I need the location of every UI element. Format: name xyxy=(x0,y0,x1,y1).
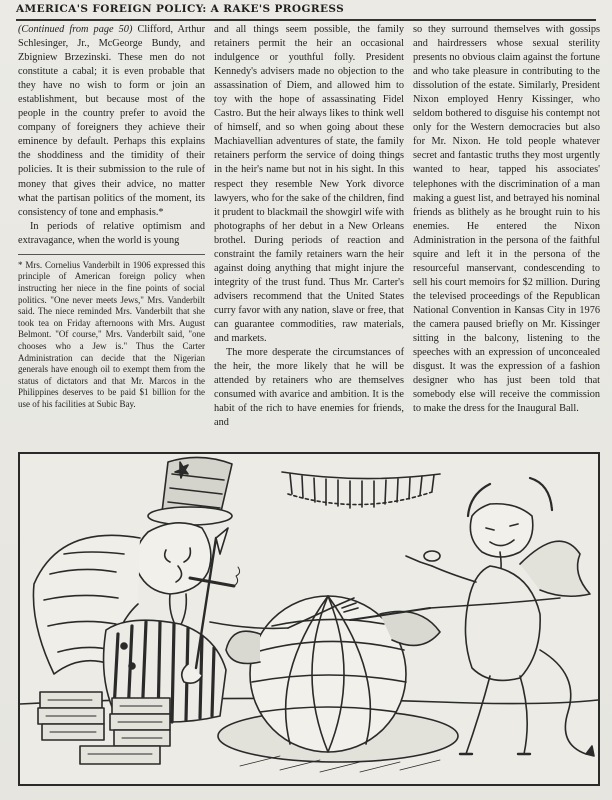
footnote-rule xyxy=(18,254,205,255)
paragraph-text: Clifford, Arthur Schlesinger, Jr., McGeorge Bundy, and Zbigniew Brzezinski. These men do not constitute a cabal; it is even probable that they have no wish to form or join an establishment, but because most of the people in the country prefer to avoid the company of foreigners they achieve their eminence by default. Perhaps this explains the shoddiness and the timidity of their policies. It is their submission to the rule of money that gives their advice, no matter what the partisan politics of the moment, its consistency of tone and emphasis.* xyxy=(18,24,205,218)
uncle-sam-hat xyxy=(148,457,232,525)
paragraph xyxy=(18,23,205,220)
cartoon-illustration xyxy=(18,452,600,786)
header-rule xyxy=(16,19,596,21)
paragraph: and all things seem possible, the family retainers permit the heir an occasional indulgence or youthful folly. President Kennedy's advisers made no objection to the assassination of Diem, and allowed him to toy with the hope of assassinating Fidel Castro. But the heir always likes to think well of himself, and so when going about these Machiavellian adventures of state, the family retainers perform the service of doing things in the heir's name but not in his sight. In this respect they resemble New York divorce lawyers, who for the sake of the children, find it prudent to blackmail the showgirl wife with photographs of her debut in a New Orleans brothel. During periods of reaction and constraint the family retainers warn the heir against doing anything that might injure the integrity of the trust fund. Thus Mr. Carter's advisers recommend that the United States curry favor with any nation, slave or free, that can guarantee commodities, raw materials, and markets. xyxy=(214,24,404,345)
footnote: * Mrs. Cornelius Vanderbilt in 1906 expressed this principle of American foreign policy when instructing her niece in the fine points of social politics. "One never meets Jews," Mrs. Vanderbilt said. The niece reminded Mrs. Vanderbilt that she took tea on Friday afternoons with Mrs. August Belmont. "Of course," Mrs. Vanderbilt said, "one chooses who a Jew is." Thus the Carter Administration can decide that the Nigerian generals have enough oil to exempt them from the status of dictators and that Mr. Marcos in the Philippines deserves to be paid $1 billion for the use of his facilities at Subic Bay. xyxy=(18,259,205,409)
paragraph: so they surround themselves with gossips and hairdressers whose sexual sterility presents no obvious claim against the fortune and who take pleasure in contributing to the dissolution of the estate. Similarly, President Nixon employed Henry Kissinger, who seldom bothered to disguise his contempt not only for the Western democracies but also for Mr. Nixon. He told people whatever secret and fantastic truths they most urgently wanted to hear, tapped his associates' telephones with the discrimination of a man making a guest list, and betrayed his nominal friends as blithely as he brought ruin to his enemies. He entered the Nixon Administration in the persona of the faithful squire and left it in the persona of the resourceful manservant, condescending to sell his court memoirs for $2 million. During the televised proceedings of the Republican National Convention in Kansas City in 1976 the camera paused briefly on Mr. Kissinger sitting in the balcony, listening to the speeches with an expression of unconcealed disgust. It was the expression of a fashion designer who has just been told that somebody else will receive the commission to make the dress for the Inaugural Ball. xyxy=(413,24,600,415)
text-column-2 xyxy=(214,23,404,430)
cartoon-drawing xyxy=(20,454,598,784)
text-column-3 xyxy=(413,23,600,416)
text-column-1 xyxy=(18,23,205,410)
chandelier-fringe xyxy=(282,472,440,508)
paragraph: The more desperate the circumstances of the heir, the more likely that he will be attended by retainers who are themselves consumed with avarice and ambition. It is the habit of the rich to have enemies for friends, and xyxy=(214,347,404,429)
running-head: AMERICA'S FOREIGN POLICY: A RAKE'S PROGRESS xyxy=(16,3,345,15)
money-stacks xyxy=(38,692,170,764)
continuation-note: (Continued from page 50) xyxy=(18,24,133,35)
paragraph: In periods of relative optimism and extravagance, when the world is young xyxy=(18,220,205,246)
